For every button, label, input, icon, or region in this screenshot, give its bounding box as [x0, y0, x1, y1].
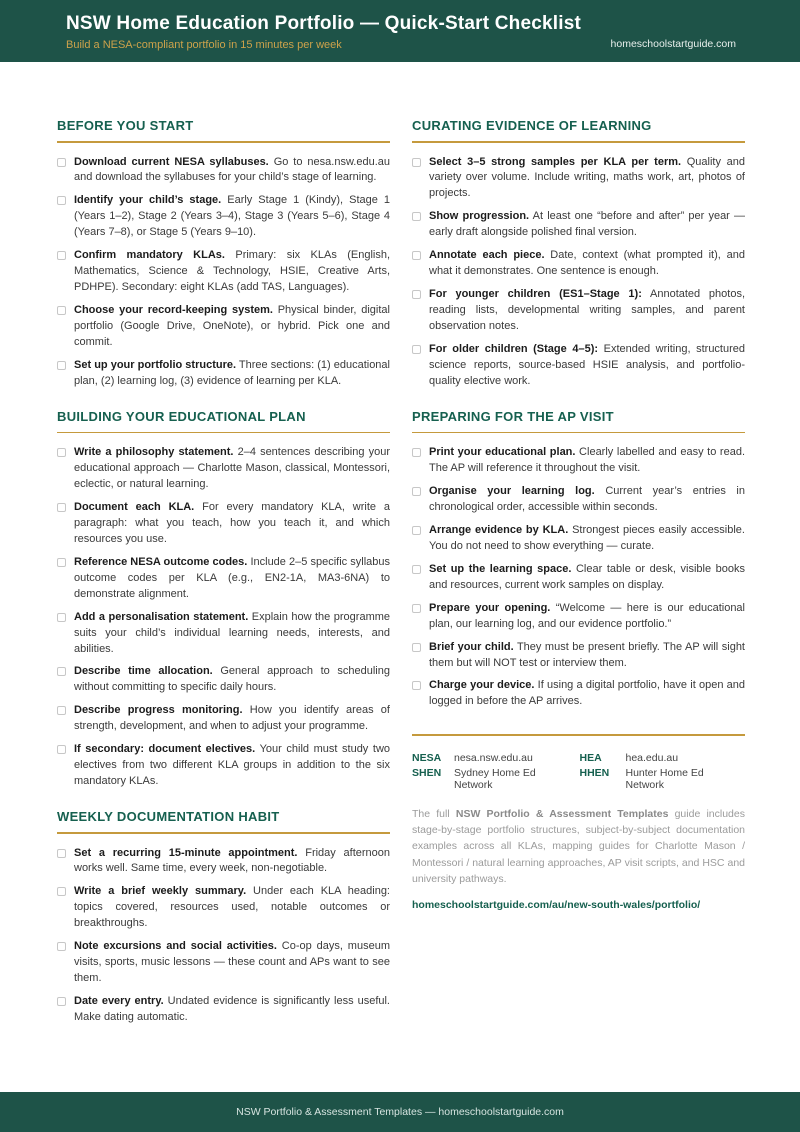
- checklist-item-text: Write a philosophy statement. 2–4 sentences describing your educational approach — Charlotte Mason, classical, Montessori, eclectic, or natural learning.: [74, 446, 390, 491]
- resource-label: SHEN: [412, 766, 442, 779]
- resources-divider: [412, 734, 745, 736]
- guide-note-suffix: guide includes stage-by-stage portfolio structures, subject-by-subject documentation examples across all KLAs, mapping guides for Charlotte Mason / Montessori / natural learning approaches, AP visit scripts, and HSC and university pathways.: [412, 807, 745, 885]
- checkbox-icon[interactable]: [412, 290, 421, 299]
- checklist-item-text: Document each KLA. For every mandatory KLA, write a paragraph: what you teach, how you teach it, and which resources you use.: [74, 501, 390, 545]
- checklist-item: [57, 939, 390, 987]
- checklist-item: [57, 703, 390, 735]
- checklist-item-text: Reference NESA outcome codes. Include 2–5 specific syllabus outcome codes per KLA (e.g., EN2-1A, MA3-6NA) to demonstrate alignment.: [74, 555, 390, 600]
- checkbox-icon[interactable]: [412, 345, 421, 354]
- checklist-item-text: Organise your learning log. Current year’s entries in chronological order, accessible within seconds.: [429, 485, 745, 513]
- checklist-item-text: For younger children (ES1–Stage 1): Annotated photos, reading lists, developmental writing samples, and parent observation notes.: [429, 288, 746, 332]
- section-heading: BUILDING YOUR EDUCATIONAL PLAN: [57, 408, 306, 424]
- section-divider: [412, 141, 745, 143]
- checklist-item: [412, 445, 745, 477]
- checklist-section: [412, 118, 745, 390]
- checklist-item-text: Select 3–5 strong samples per KLA per term. Quality and variety over volume. Include writing, maths work, art, photos of projects.: [429, 155, 745, 200]
- content: [0, 62, 800, 1092]
- checklist-item-text: Download current NESA syllabuses. Go to nesa.nsw.edu.au and download the syllabuses for your child’s stage of learning.: [74, 155, 390, 184]
- checklist-item-text: Note excursions and social activities. Co-op days, museum visits, sports, music lessons — these count and APs want to see them.: [74, 940, 390, 985]
- checkbox-icon[interactable]: [57, 667, 66, 676]
- checklist-item-text: Set a recurring 15-minute appointment. Friday afternoon works well. Same time, every week, non-negotiable.: [74, 846, 390, 875]
- checklist-item: [57, 555, 390, 603]
- checklist-item: [57, 994, 390, 1026]
- guide-note-title: NSW Portfolio & Assessment Templates: [455, 807, 669, 820]
- checkbox-icon[interactable]: [412, 681, 421, 690]
- checkbox-icon[interactable]: [412, 212, 421, 221]
- checkbox-icon[interactable]: [57, 942, 66, 951]
- portfolio-url-link[interactable]: homeschoolstartguide.com/au/new-south-wales/portfolio/: [412, 899, 701, 912]
- checklist-item-text: Write a brief weekly summary. Under each KLA heading: topics covered, resources used, notable outcomes or breakthroughs.: [74, 885, 390, 930]
- checklist-item: [57, 193, 390, 241]
- checklist-item: [412, 209, 745, 241]
- section-divider: [412, 432, 745, 434]
- section-divider: [57, 141, 390, 143]
- header-title-block: [66, 13, 581, 51]
- checklist-item-text: Show progression. At least one “before and after” per year — early draft alongside polished final version.: [429, 210, 745, 239]
- checklist-section: [412, 409, 745, 711]
- resource-value: Hunter Home Ed Network: [625, 766, 704, 791]
- section-divider: [57, 432, 390, 434]
- footer-text: NSW Portfolio & Assessment Templates — homeschoolstartguide.com: [236, 1106, 564, 1118]
- checklist-item-text: Brief your child. They must be present briefly. The AP will sight them but will NOT test or interview them.: [429, 640, 745, 669]
- checklist-item-text: Add a personalisation statement. Explain how the programme suits your child’s individual learning needs, interests, and abilities.: [74, 610, 391, 655]
- resources-block: [412, 734, 745, 911]
- checklist-section: [57, 809, 390, 1026]
- checkbox-icon[interactable]: [57, 849, 66, 858]
- checklist-item: [412, 484, 745, 516]
- checkbox-icon[interactable]: [57, 558, 66, 567]
- checklist-item: [57, 358, 390, 390]
- resource-label: HHEN: [579, 766, 610, 779]
- checkbox-icon[interactable]: [412, 565, 421, 574]
- resource-label: NESA: [412, 751, 442, 764]
- checklist-item: [57, 884, 390, 932]
- checklist-item: [57, 846, 390, 878]
- checklist-item-text: For older children (Stage 4–5): Extended writing, structured science reports, source-based HSIE analysis, and portfolio-quality elective work.: [429, 342, 746, 387]
- checklist-item: [57, 155, 390, 187]
- checklist-section: [57, 118, 390, 390]
- checklist-section: [57, 409, 390, 790]
- checklist-item-text: If secondary: document electives. Your child must study two electives from two different KLA groups in addition to the six mandatory KLAs.: [74, 743, 390, 788]
- checkbox-icon[interactable]: [57, 706, 66, 715]
- checklist-item: [412, 342, 745, 390]
- checklist-item-text: Set up your portfolio structure. Three sections: (1) educational plan, (2) learning log, (3) evidence of learning per KLA.: [74, 358, 390, 387]
- page-footer: [0, 1092, 800, 1132]
- checklist-item: [412, 248, 745, 280]
- checkbox-icon[interactable]: [57, 997, 66, 1006]
- section-divider: [57, 832, 390, 834]
- checklist-item-text: Prepare your opening. “Welcome — here is our educational plan, our learning log, and our evidence portfolio.”: [429, 601, 745, 630]
- section-heading: PREPARING FOR THE AP VISIT: [412, 408, 614, 424]
- checklist-item-text: Set up the learning space. Clear table or desk, visible books and resources, current work samples on display.: [429, 562, 745, 591]
- resource-value: Sydney Home Ed Network: [454, 766, 536, 791]
- guide-note: [412, 806, 745, 887]
- checkbox-icon[interactable]: [57, 158, 66, 167]
- checklist-item: [57, 742, 390, 790]
- section-heading: WEEKLY DOCUMENTATION HABIT: [57, 809, 280, 824]
- resource-value-link[interactable]: nesa.nsw.edu.au: [454, 751, 533, 764]
- checklist-item-text: Describe time allocation. General approach to scheduling without committing to specific daily hours.: [74, 665, 390, 694]
- checkbox-icon[interactable]: [57, 745, 66, 754]
- left-column: [57, 118, 390, 1092]
- page-subtitle: Build a NESA-compliant portfolio in 15 minutes per week: [66, 39, 342, 51]
- checkbox-icon[interactable]: [412, 448, 421, 457]
- checkbox-icon[interactable]: [412, 487, 421, 496]
- checkbox-icon[interactable]: [57, 613, 66, 622]
- checklist-item: [57, 445, 390, 493]
- checklist-item: [57, 664, 390, 696]
- checklist-item-text: Choose your record-keeping system. Physical binder, digital portfolio (Google Drive, OneNote), or hybrid. Pick one and commit.: [74, 304, 390, 348]
- checkbox-icon[interactable]: [57, 361, 66, 370]
- checklist-item-text: Print your educational plan. Clearly labelled and easy to read. The AP will reference it throughout the visit.: [429, 446, 745, 475]
- checklist-item: [412, 523, 745, 555]
- checkbox-icon[interactable]: [57, 448, 66, 457]
- checkbox-icon[interactable]: [57, 251, 66, 260]
- checklist-item-text: Identify your child’s stage. Early Stage 1 (Kindy), Stage 1 (Years 1–2), Stage 2 (Years 3–4), Stage 3 (Years 5–6), Stage 4 (Years 7–8), or Stage 5 (Years 9–10).: [74, 194, 390, 239]
- checkbox-icon[interactable]: [412, 526, 421, 535]
- checklist-item-text: Describe progress monitoring. How you identify areas of strength, development, and when to adjust your programme.: [74, 704, 390, 733]
- checklist-item: [412, 640, 745, 672]
- checkbox-icon[interactable]: [57, 196, 66, 205]
- checklist-item: [412, 562, 745, 594]
- section-heading: CURATING EVIDENCE OF LEARNING: [412, 118, 652, 133]
- checklist-item: [57, 500, 390, 548]
- page-title: NSW Home Education Portfolio — Quick-Start Checklist: [66, 13, 582, 34]
- checklist-item: [57, 248, 390, 296]
- resource-links: [412, 752, 745, 791]
- resource-value-link[interactable]: hea.edu.au: [625, 751, 679, 764]
- checkbox-icon[interactable]: [412, 604, 421, 613]
- header-site-link[interactable]: homeschoolstartguide.com: [610, 38, 736, 50]
- checkbox-icon[interactable]: [57, 306, 66, 315]
- guide-note-prefix: The full: [412, 807, 456, 820]
- checkbox-icon[interactable]: [412, 158, 421, 167]
- checklist-item-text: Confirm mandatory KLAs. Primary: six KLAs (English, Mathematics, Science & Technology, HSIE, Creative Arts, PDHPE). Secondary: eight KLAs (add TAS, Languages).: [74, 249, 391, 294]
- right-sections: [412, 118, 745, 710]
- right-column: [412, 118, 745, 1092]
- checkbox-icon[interactable]: [412, 251, 421, 260]
- checklist-item: [412, 678, 745, 710]
- checklist-item: [412, 287, 745, 335]
- checklist-item-text: Date every entry. Undated evidence is significantly less useful. Make dating automatic.: [74, 995, 390, 1023]
- page-header: [0, 0, 800, 62]
- resource-label: HEA: [579, 751, 602, 764]
- checkbox-icon[interactable]: [412, 643, 421, 652]
- checklist-item: [57, 303, 390, 351]
- section-heading: BEFORE YOU START: [57, 118, 194, 133]
- checklist-item-text: Arrange evidence by KLA. Strongest pieces easily accessible. You do not need to show everything — curate.: [429, 523, 745, 552]
- checklist-item-text: Annotate each piece. Date, context (what prompted it), and what it demonstrates. One sentence is enough.: [429, 249, 745, 278]
- checklist-item-text: Charge your device. If using a digital portfolio, have it open and logged in before the AP arrives.: [429, 679, 746, 708]
- checklist-item: [57, 610, 390, 658]
- checkbox-icon[interactable]: [57, 887, 66, 896]
- checklist-item: [412, 601, 745, 633]
- checkbox-icon[interactable]: [57, 503, 66, 512]
- checklist-item: [412, 155, 745, 203]
